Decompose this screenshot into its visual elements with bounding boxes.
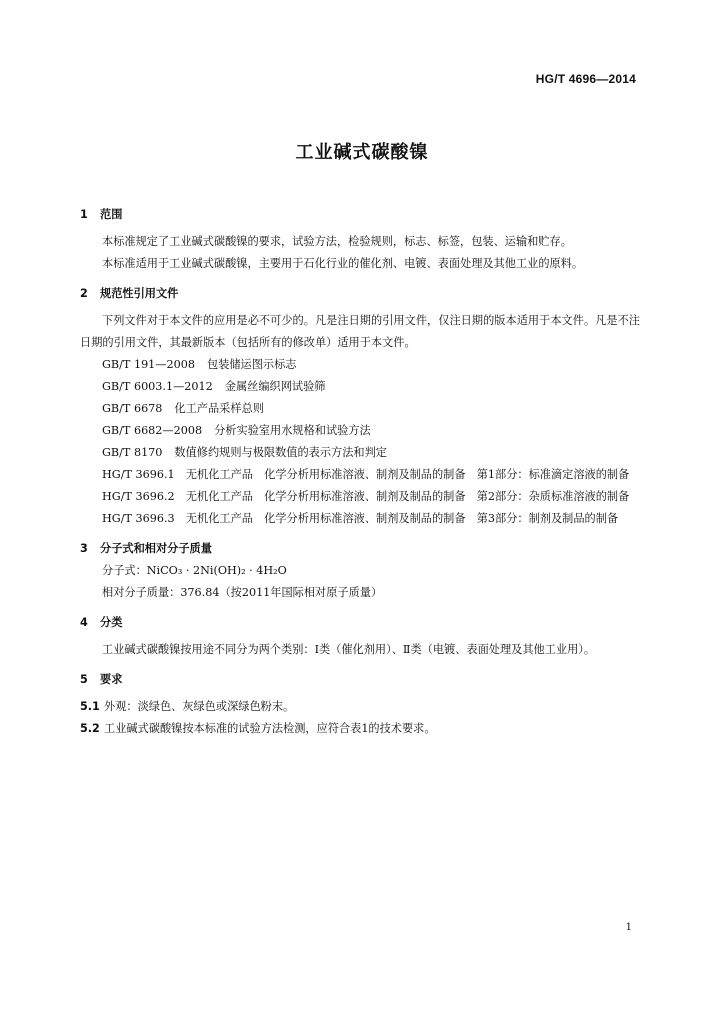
requirement-item bbox=[80, 696, 640, 718]
document-body bbox=[80, 196, 640, 740]
reference-code: GB/T 6678 bbox=[102, 402, 163, 415]
section-number: 3 bbox=[80, 542, 88, 555]
section-2-heading bbox=[80, 283, 640, 305]
reference-code: HG/T 3696.1 bbox=[102, 468, 175, 481]
references-intro: 下列文件对于本文件的应用是必不可少的。凡是注日期的引用文件，仅注日期的版本适用于本文件。凡是不注日期的引用文件，其最新版本（包括所有的修改单）适用于本文件。 bbox=[80, 314, 640, 349]
reference-code: GB/T 6682—2008 bbox=[102, 424, 203, 437]
reference-text: 分析实验室用水规格和试验方法 bbox=[214, 424, 371, 437]
clause-number: 5.2 bbox=[80, 722, 100, 735]
reference-code: GB/T 6003.1—2012 bbox=[102, 380, 213, 393]
section-title: 分子式和相对分子质量 bbox=[100, 542, 212, 555]
clause-text: 外观：淡绿色、灰绿色或深绿色粉末。 bbox=[104, 700, 295, 713]
clause-number: 5.1 bbox=[80, 700, 100, 713]
clause-text: 工业碱式碳酸镍按本标准的试验方法检测，应符合表1的技术要求。 bbox=[104, 722, 436, 735]
section-5-heading bbox=[80, 669, 640, 691]
reference-text: 化工产品采样总则 bbox=[174, 402, 264, 415]
reference-text: 金属丝编织网试验筛 bbox=[224, 380, 326, 393]
reference-item bbox=[80, 354, 640, 376]
reference-item bbox=[80, 398, 640, 420]
page-number: 1 bbox=[625, 922, 632, 933]
scope-paragraph-1: 本标准规定了工业碱式碳酸镍的要求，试验方法，检验规则，标志、标签，包装、运输和贮存。 bbox=[102, 235, 572, 248]
reference-text: 包装储运图示标志 bbox=[206, 358, 297, 371]
reference-code: HG/T 3696.2 bbox=[102, 490, 175, 503]
reference-item bbox=[80, 464, 640, 486]
section-3-heading bbox=[80, 538, 640, 560]
reference-code: GB/T 8170 bbox=[102, 446, 163, 459]
molecular-formula: 分子式：NiCO₃ · 2Ni(OH)₂ · 4H₂O bbox=[102, 564, 287, 577]
section-number: 5 bbox=[80, 673, 88, 686]
reference-item bbox=[80, 486, 640, 508]
section-number: 4 bbox=[80, 616, 88, 629]
section-title: 规范性引用文件 bbox=[100, 287, 179, 300]
reference-code: HG/T 3696.3 bbox=[102, 512, 175, 525]
reference-item bbox=[80, 420, 640, 442]
section-1-heading bbox=[80, 204, 640, 226]
classification-paragraph: 工业碱式碳酸镍按用途不同分为两个类别：Ⅰ类（催化剂用）、Ⅱ类（电镀、表面处理及其他工业用）。 bbox=[102, 643, 596, 656]
document-code: HG/T 4696—2014 bbox=[535, 72, 636, 86]
requirement-item bbox=[80, 718, 640, 740]
scope-paragraph-2: 本标准适用于工业碱式碳酸镍，主要用于石化行业的催化剂、电镀、表面处理及其他工业的原料。 bbox=[102, 257, 584, 270]
section-number: 1 bbox=[80, 208, 88, 221]
reference-text: 无机化工产品 化学分析用标准溶液、制剂及制品的制备 第1部分：标准滴定溶液的制备 bbox=[185, 468, 630, 481]
section-title: 范围 bbox=[100, 208, 123, 221]
document-title: 工业碱式碳酸镍 bbox=[295, 142, 429, 163]
reference-text: 数值修约规则与极限数值的表示方法和判定 bbox=[174, 446, 387, 459]
section-4-heading bbox=[80, 612, 640, 634]
reference-item bbox=[80, 508, 640, 530]
section-number: 2 bbox=[80, 287, 88, 300]
section-title: 要求 bbox=[100, 673, 123, 686]
relative-molecular-mass: 相对分子质量：376.84（按2011年国际相对原子质量） bbox=[102, 586, 383, 599]
reference-text: 无机化工产品 化学分析用标准溶液、制剂及制品的制备 第3部分：制剂及制品的制备 bbox=[185, 512, 619, 525]
reference-text: 无机化工产品 化学分析用标准溶液、制剂及制品的制备 第2部分：杂质标准溶液的制备 bbox=[185, 490, 630, 503]
section-title: 分类 bbox=[100, 616, 123, 629]
reference-item bbox=[80, 376, 640, 398]
reference-item bbox=[80, 442, 640, 464]
reference-code: GB/T 191—2008 bbox=[102, 358, 195, 371]
